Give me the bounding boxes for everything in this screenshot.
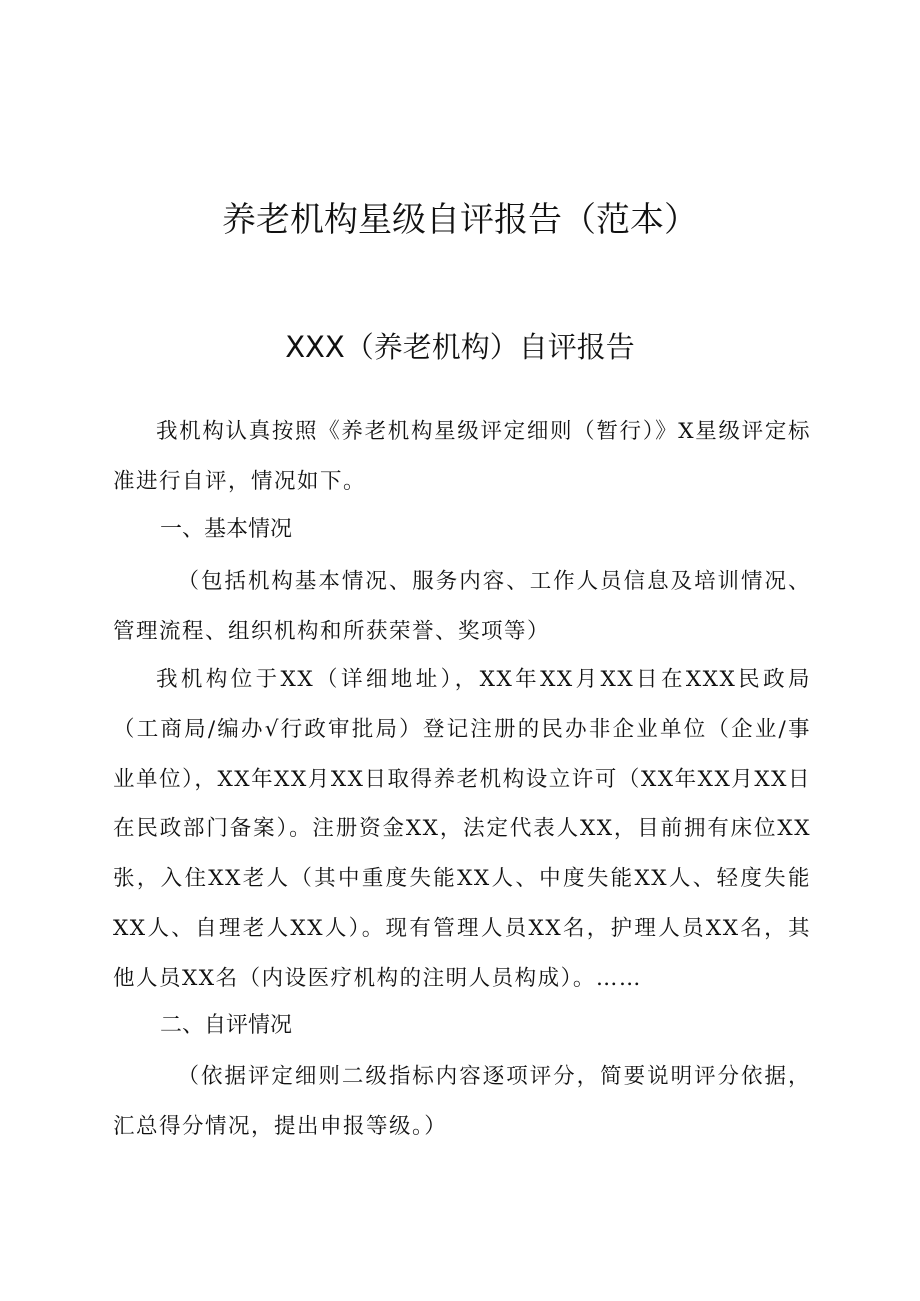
document-subtitle: XXX（养老机构）自评报告: [285, 330, 635, 364]
section-note-basic-info: （包括机构基本情况、服务内容、工作人员信息及培训情况、管理流程、组织机构和所获荣誉、奖项等）: [113, 569, 811, 644]
section-body-basic-info: 我机构位于XX（详细地址），XX年XX月XX日在XXX民政局（工商局/编办√行政审批局）登记注册的民办非企业单位（企业/事业单位），XX年XX月XX日取得养老机构设立许可（XX年XX月XX日在民政部门备案）。注册资金XX，法定代表人XX，目前拥有床位XX张，入住XX老人（其中重度失能XX人、中度失能XX人、轻度失能XX人、自理老人XX人）。现有管理人员XX名，护理人员XX名，其他人员XX名（内设医疗机构的注明人员构成）。……: [113, 667, 811, 991]
section-heading-basic-info: 一、基本情况: [160, 517, 293, 542]
document-title: 养老机构星级自评报告（范本）: [222, 200, 698, 240]
section-note-self-evaluation: （依据评定细则二级指标内容逐项评分，简要说明评分依据，汇总得分情况，提出申报等级。）: [113, 1064, 811, 1139]
intro-paragraph: 我机构认真按照《养老机构星级评定细则（暂行）》X星级评定标准进行自评，情况如下。: [113, 419, 811, 494]
section-heading-self-evaluation: 二、自评情况: [160, 1013, 293, 1038]
